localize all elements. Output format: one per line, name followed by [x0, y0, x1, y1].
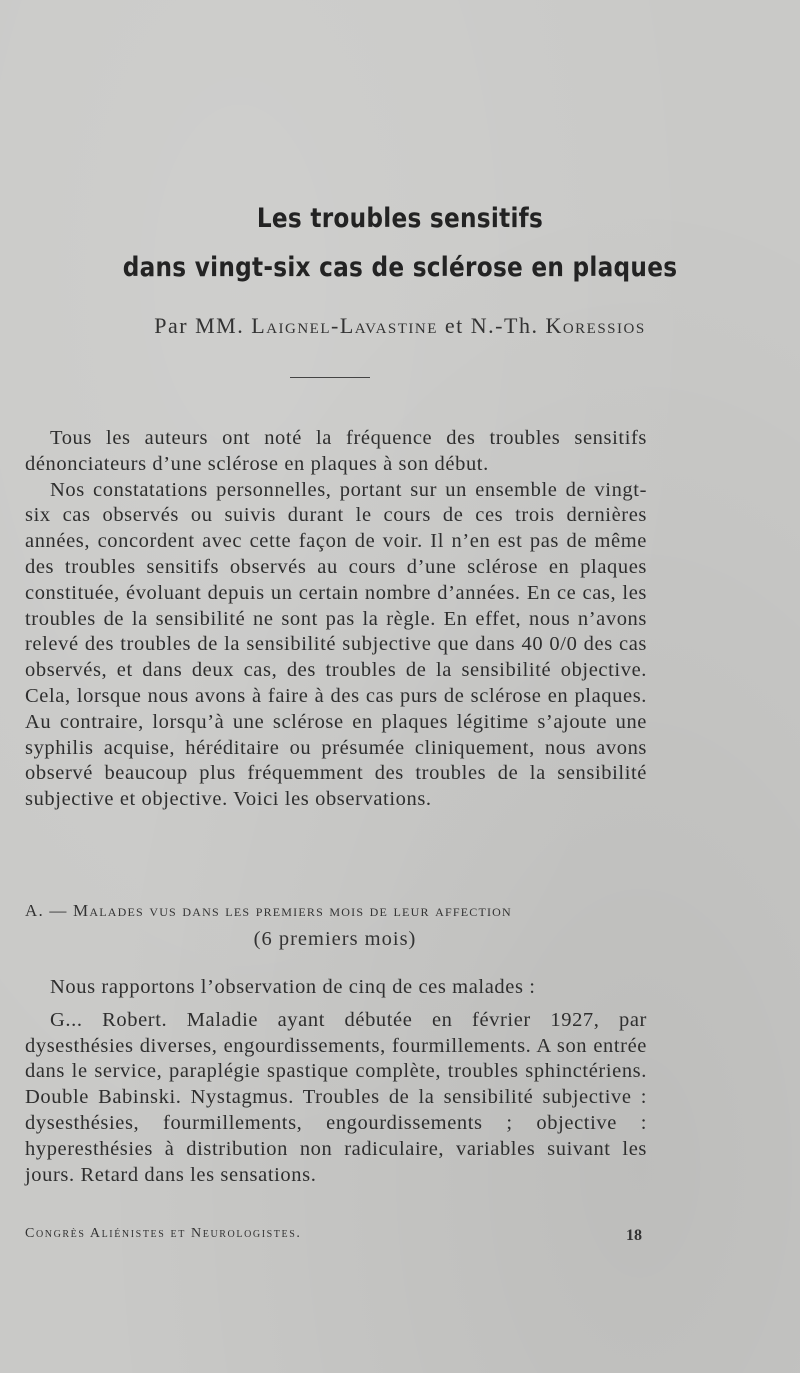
- authors-and: et: [444, 313, 464, 338]
- paragraph: Nos constatations personnelles, portant sur un ensemble de vingt-six cas observés ou suivis durant le cours de ces trois dernières années, concordent avec cette façon de voir. Il n’en est pas de même des troubles sensitifs observés au cours d’une sclérose en plaques constituée, évoluant depuis un certain nombre d’années. En ce cas, les troubles de la sensibilité ne sont pas la règle. En effet, nous n’avons relevé des troubles de la sensibilité subjective que dans 40 0/0 des cas observés, et dans deux cas, des troubles de la sensibilité objective. Cela, lorsque nous avons à faire à des cas purs de sclérose en plaques. Au contraire, lorsqu’à une sclérose en plaques légitime s’ajoute une syphilis acquise, héréditaire ou présumée cliniquement, nous avons observé beaucoup plus fréquemment des troubles de la sensibilité subjective et objective. Voici les observations.: [25, 478, 647, 811]
- running-footer: Congrès Aliénistes et Neurologistes.: [25, 1226, 302, 1241]
- intro-text: [25, 426, 647, 813]
- article-title-line-1: Les troubles sensitifs: [256, 203, 544, 234]
- page-number: 18: [626, 1227, 642, 1244]
- author-2-initials: N.-Th.: [470, 313, 539, 338]
- article-title-line-2: dans vingt-six cas de sclérose en plaques: [122, 252, 678, 283]
- section-heading: [25, 901, 647, 921]
- authors-line: [0, 313, 800, 339]
- authors-prefix: Par MM.: [154, 313, 245, 338]
- section-subheading: (6 premiers mois): [253, 928, 417, 950]
- author-1: Laignel-Lavastine: [251, 313, 438, 338]
- section-title: Malades vus dans les premiers mois de leur affection: [73, 901, 512, 920]
- paragraph: Tous les auteurs ont noté la fréquence des troubles sensitifs dénonciateurs d’une sclérose en plaques à son début.: [25, 427, 647, 475]
- section-label: A. —: [25, 901, 68, 920]
- paragraph: G... Robert. Maladie ayant débutée en février 1927, par dysesthésies diverses, engourdissements, fourmillements. A son entrée dans le service, paraplégie spastique complète, troubles sphinctériens. Double Babinski. Nystagmus. Troubles de la sensibilité subjective : dysesthésies, fourmillements, engourdissements ; objective : hyperesthésies à distribution non radiculaire, variables suivant les jours. Retard dans les sensations.: [25, 1008, 647, 1186]
- title-divider: [290, 377, 370, 378]
- author-2: Koressios: [545, 313, 646, 338]
- paragraph: Nous rapportons l’observation de cinq de ces malades :: [50, 976, 536, 998]
- section-text: [25, 975, 647, 1195]
